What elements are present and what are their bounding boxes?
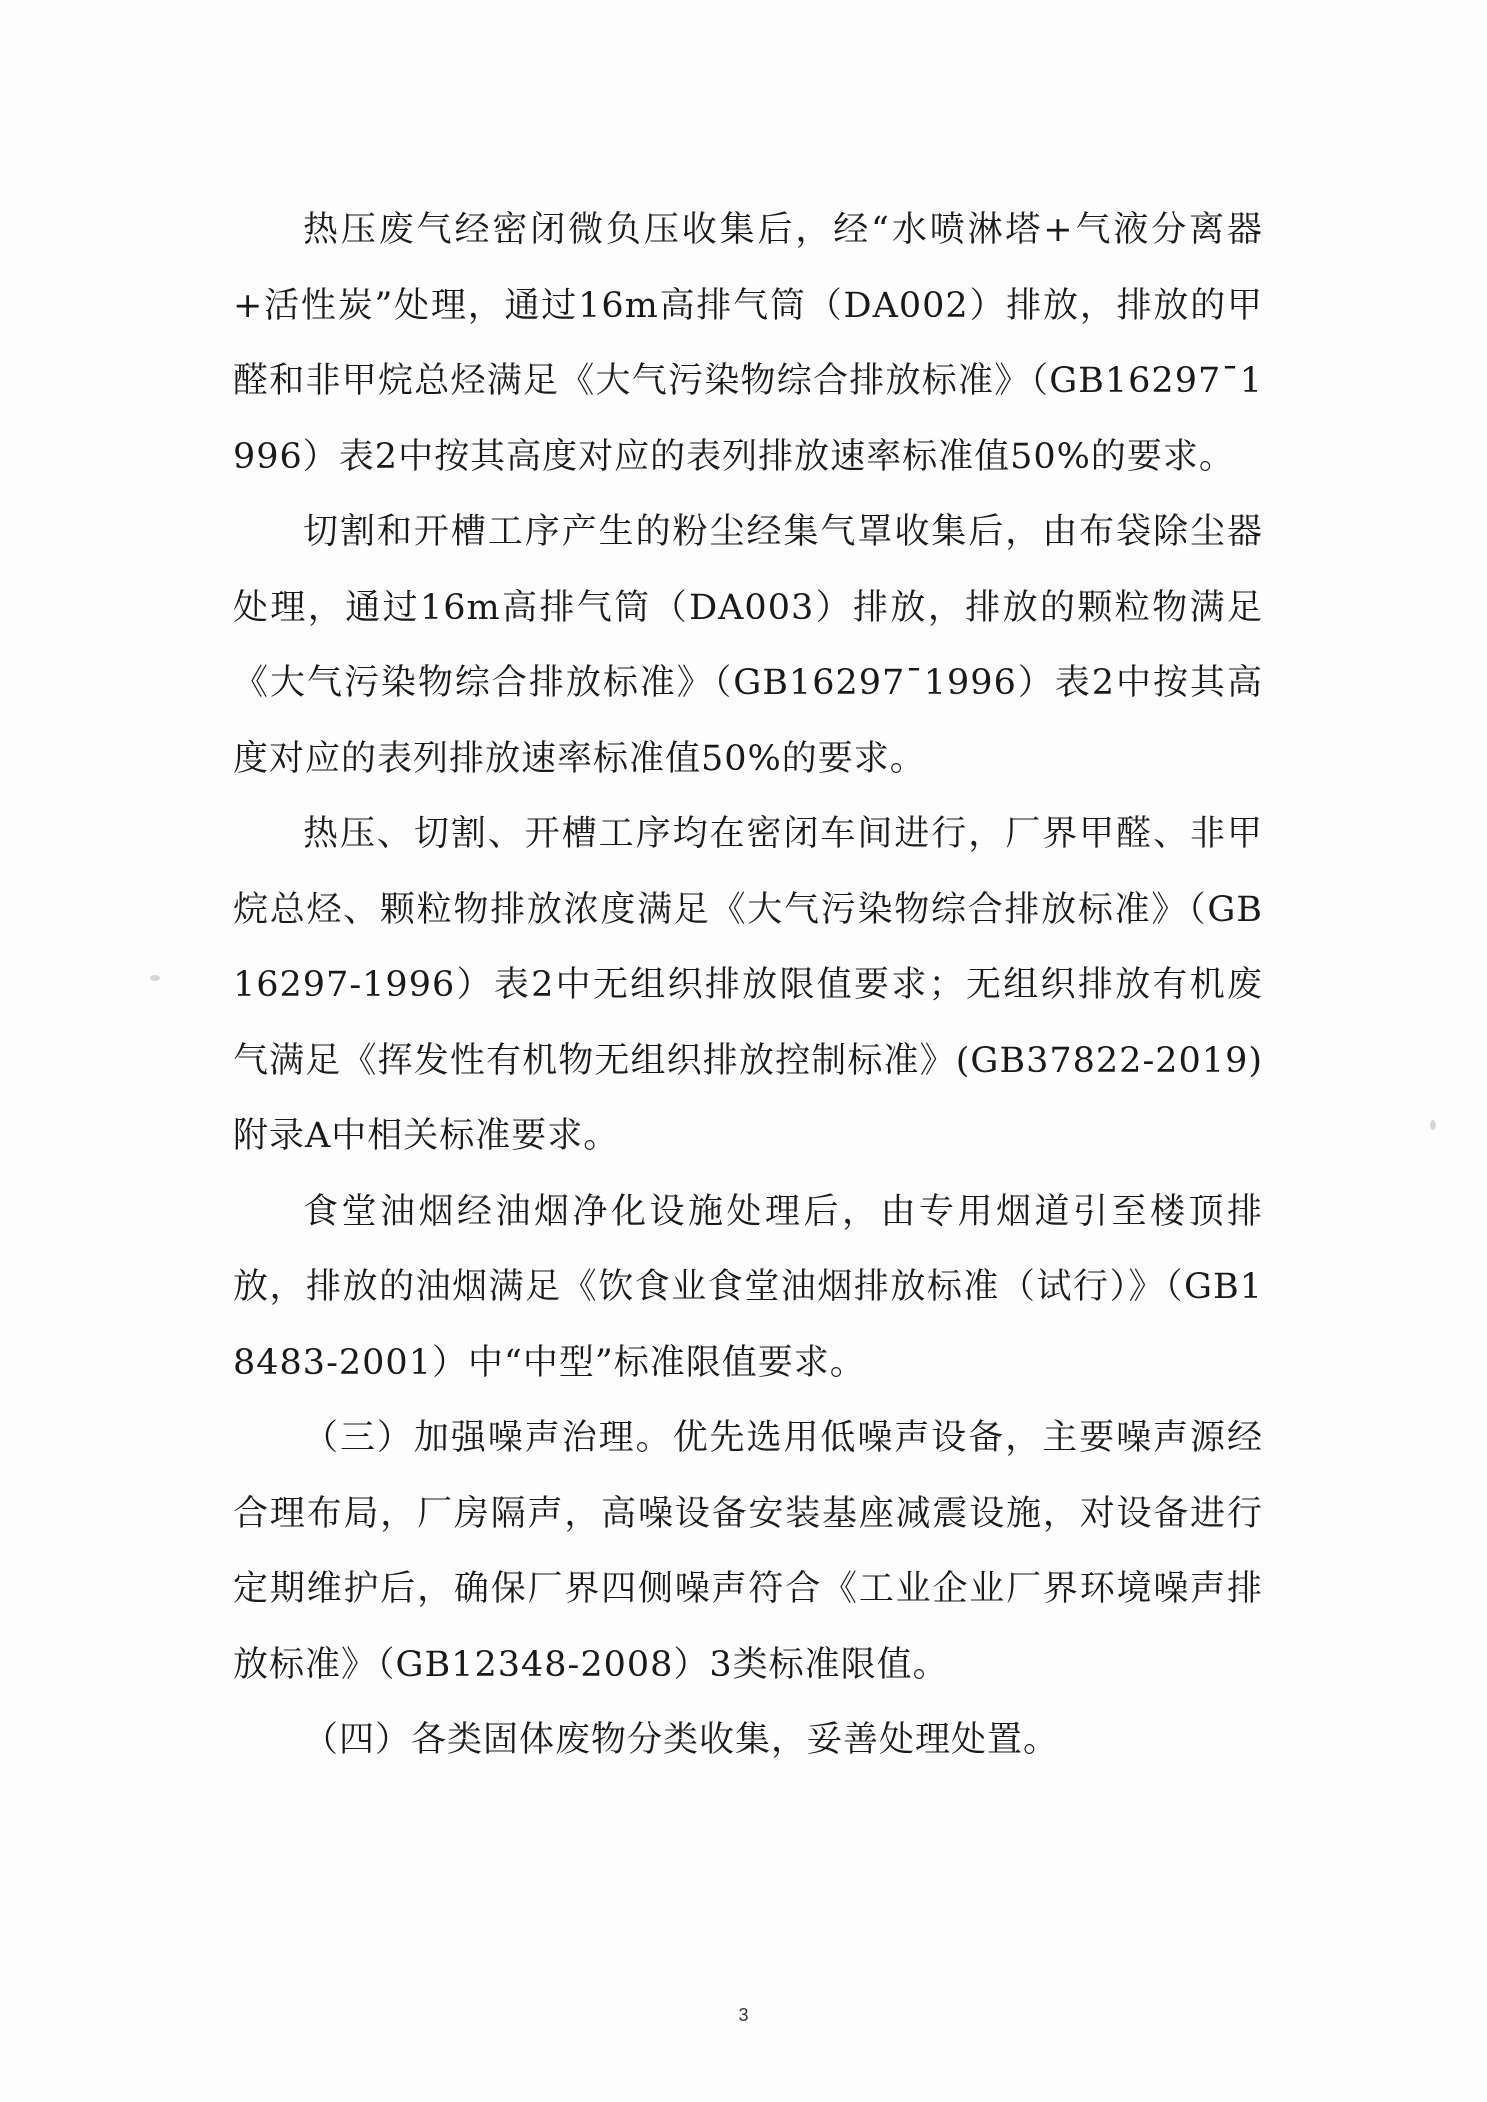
paragraph-dust-cutting: 切割和开槽工序产生的粉尘经集气罩收集后，由布袋除尘器处理，通过16m高排气筒（DA003）排放，排放的颗粒物满足《大气污染物综合排放标准》（GB16297¯1996）表2中按其高度对应的表列排放速率标准值50%的要求。	[233, 512, 1263, 779]
document-body	[233, 193, 1263, 1779]
scan-speck	[150, 975, 160, 981]
scan-speck	[1430, 1120, 1436, 1130]
paragraph-fugitive-emissions: 热压、切割、开槽工序均在密闭车间进行，厂界甲醛、非甲烷总烃、颗粒物排放浓度满足《大气污染物综合排放标准》（GB16297-1996）表2中无组织排放限值要求；无组织排放有机废气满足《挥发性有机物无组织排放控制标准》(GB37822-2019)附录A中相关标准要求。	[233, 814, 1263, 1156]
paragraph-solid-waste: （四）各类固体废物分类收集，妥善处理处置。	[303, 1720, 1060, 1760]
paragraph-exhaust-hot-press: 热压废气经密闭微负压收集后，经“水喷淋塔+气液分离器+活性炭”处理，通过16m高排气筒（DA002）排放，排放的甲醛和非甲烷总烃满足《大气污染物综合排放标准》（GB16297¯1996）表2中按其高度对应的表列排放速率标准值50%的要求。	[233, 210, 1263, 477]
paragraph-canteen-fumes: 食堂油烟经油烟净化设施处理后，由专用烟道引至楼顶排放，排放的油烟满足《饮食业食堂油烟排放标准（试行）》（GB18483-2001）中“中型”标准限值要求。	[233, 1191, 1263, 1383]
page-number: 3	[738, 2005, 749, 2025]
paragraph-noise-control: （三）加强噪声治理。优先选用低噪声设备，主要噪声源经合理布局，厂房隔声，高噪设备安装基座减震设施，对设备进行定期维护后，确保厂界四侧噪声符合《工业企业厂界环境噪声排放标准》（GB12348-2008）3类标准限值。	[233, 1418, 1263, 1685]
